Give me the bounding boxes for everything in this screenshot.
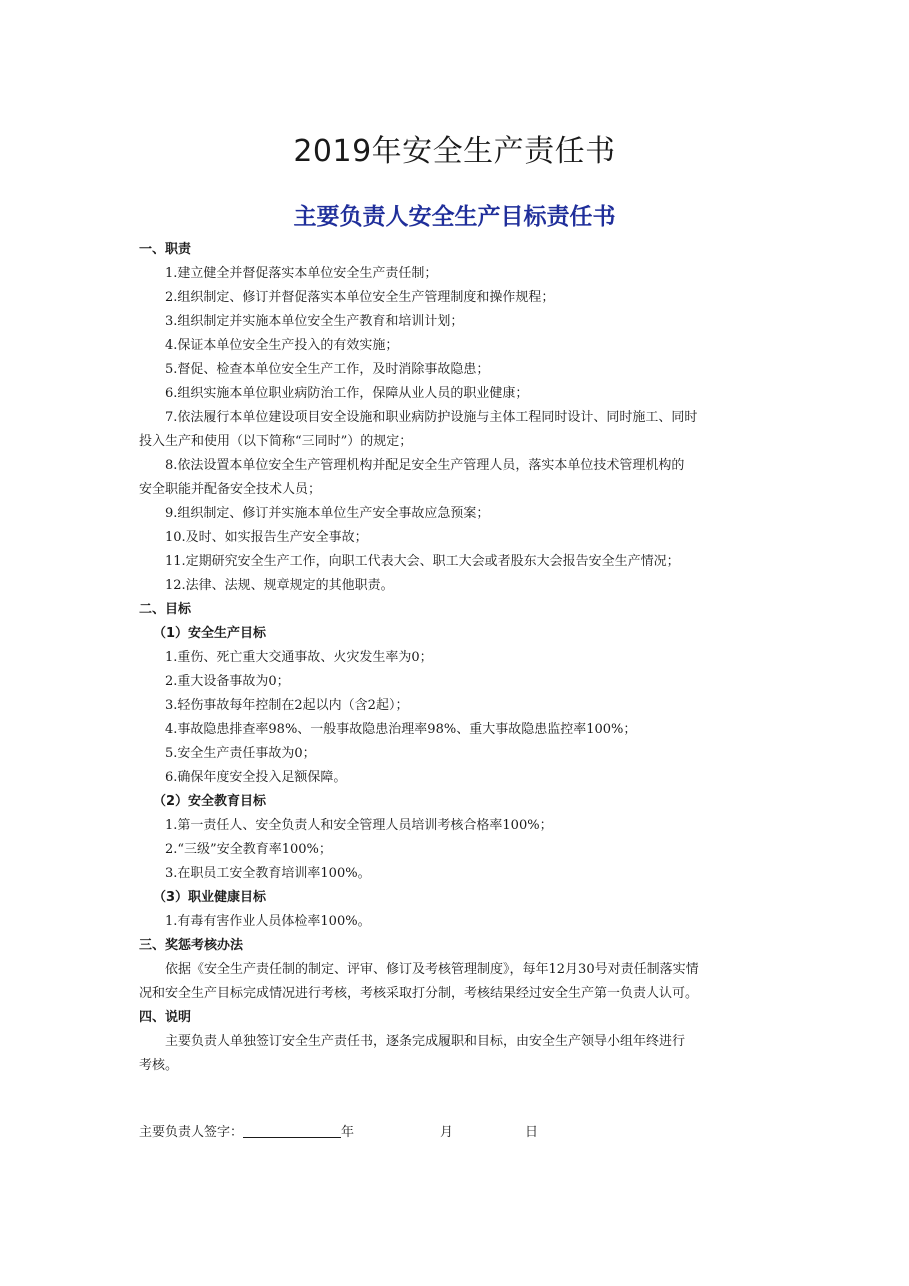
list-item: 8.依法设置本单位安全生产管理机构并配足安全生产管理人员，落实本单位技术管理机构的 xyxy=(165,458,685,473)
list-item: 4.事故隐患排查率98%、一般事故隐患治理率98%、重大事故隐患监控率100%； xyxy=(165,722,637,737)
section-heading: 四、说明 xyxy=(139,1010,192,1025)
list-item: 9.组织制定、修订并实施本单位生产安全事故应急预案； xyxy=(165,506,490,521)
document-subtitle: 主要负责人安全生产目标责任书 xyxy=(293,204,616,230)
list-item: 5.安全生产责任事故为0； xyxy=(165,746,316,761)
list-item: 1.第一责任人、安全负责人和安全管理人员培训考核合格率100%； xyxy=(165,818,553,833)
subsection-heading: （1）安全生产目标 xyxy=(153,626,267,641)
signature-label: 主要负责人签字： xyxy=(139,1125,244,1140)
paragraph-line: 依据《安全生产责任制的制定、评审、修订及考核管理制度》，每年12月30号对责任制落实情 xyxy=(165,962,699,977)
paragraph-line: 况和安全生产目标完成情况进行考核，考核采取打分制，考核结果经过安全生产第一负责人认可。 xyxy=(139,986,699,1001)
list-item: 1.有毒有害作业人员体检率100%。 xyxy=(165,914,371,929)
list-item: 3.在职员工安全教育培训率100%。 xyxy=(165,866,371,881)
list-item: 2.“三级”安全教育率100%； xyxy=(165,842,332,857)
list-item: 2.组织制定、修订并督促落实本单位安全生产管理制度和操作规程； xyxy=(165,290,555,305)
list-item: 7.依法履行本单位建设项目安全设施和职业病防护设施与主体工程同时设计、同时施工、同时 xyxy=(165,410,698,425)
list-item: 6.确保年度安全投入足额保障。 xyxy=(165,770,347,785)
signature-year: 年 xyxy=(341,1125,355,1140)
list-item: 3.组织制定并实施本单位安全生产教育和培训计划； xyxy=(165,314,464,329)
list-item: 2.重大设备事故为0； xyxy=(165,674,290,689)
list-item: 4.保证本单位安全生产投入的有效实施； xyxy=(165,338,399,353)
list-item: 10.及时、如实报告生产安全事故； xyxy=(165,530,368,545)
list-item-continuation: 投入生产和使用（以下简称“三同时”）的规定； xyxy=(139,434,413,449)
section-heading: 一、职责 xyxy=(139,242,192,257)
list-item: 12.法律、法规、规章规定的其他职责。 xyxy=(165,578,394,593)
paragraph-line: 考核。 xyxy=(139,1058,179,1073)
list-item: 11.定期研究安全生产工作，向职工代表大会、职工大会或者股东大会报告安全生产情况； xyxy=(165,554,680,569)
signature-line xyxy=(139,1121,538,1145)
paragraph-line: 主要负责人单独签订安全生产责任书，逐条完成履职和目标，由安全生产领导小组年终进行 xyxy=(165,1034,686,1049)
list-item-continuation: 安全职能并配备安全技术人员； xyxy=(139,482,322,497)
signature-month: 月 xyxy=(440,1125,454,1140)
list-item: 1.重伤、死亡重大交通事故、火灾发生率为0； xyxy=(165,650,433,665)
list-item: 5.督促、检查本单位安全生产工作，及时消除事故隐患； xyxy=(165,362,490,377)
subsection-heading: （3）职业健康目标 xyxy=(153,890,267,905)
section-heading: 二、目标 xyxy=(139,602,192,617)
document-title: 2019年安全生产责任书 xyxy=(293,134,616,169)
list-item: 3.轻伤事故每年控制在2起以内（含2起）； xyxy=(165,698,409,713)
signature-blank[interactable] xyxy=(243,1123,341,1138)
section-heading: 三、奖惩考核办法 xyxy=(139,938,244,953)
document-body xyxy=(139,238,779,1078)
signature-day: 日 xyxy=(525,1125,539,1140)
list-item: 1.建立健全并督促落实本单位安全生产责任制； xyxy=(165,266,438,281)
list-item: 6.组织实施本单位职业病防治工作，保障从业人员的职业健康； xyxy=(165,386,529,401)
subsection-heading: （2）安全教育目标 xyxy=(153,794,267,809)
